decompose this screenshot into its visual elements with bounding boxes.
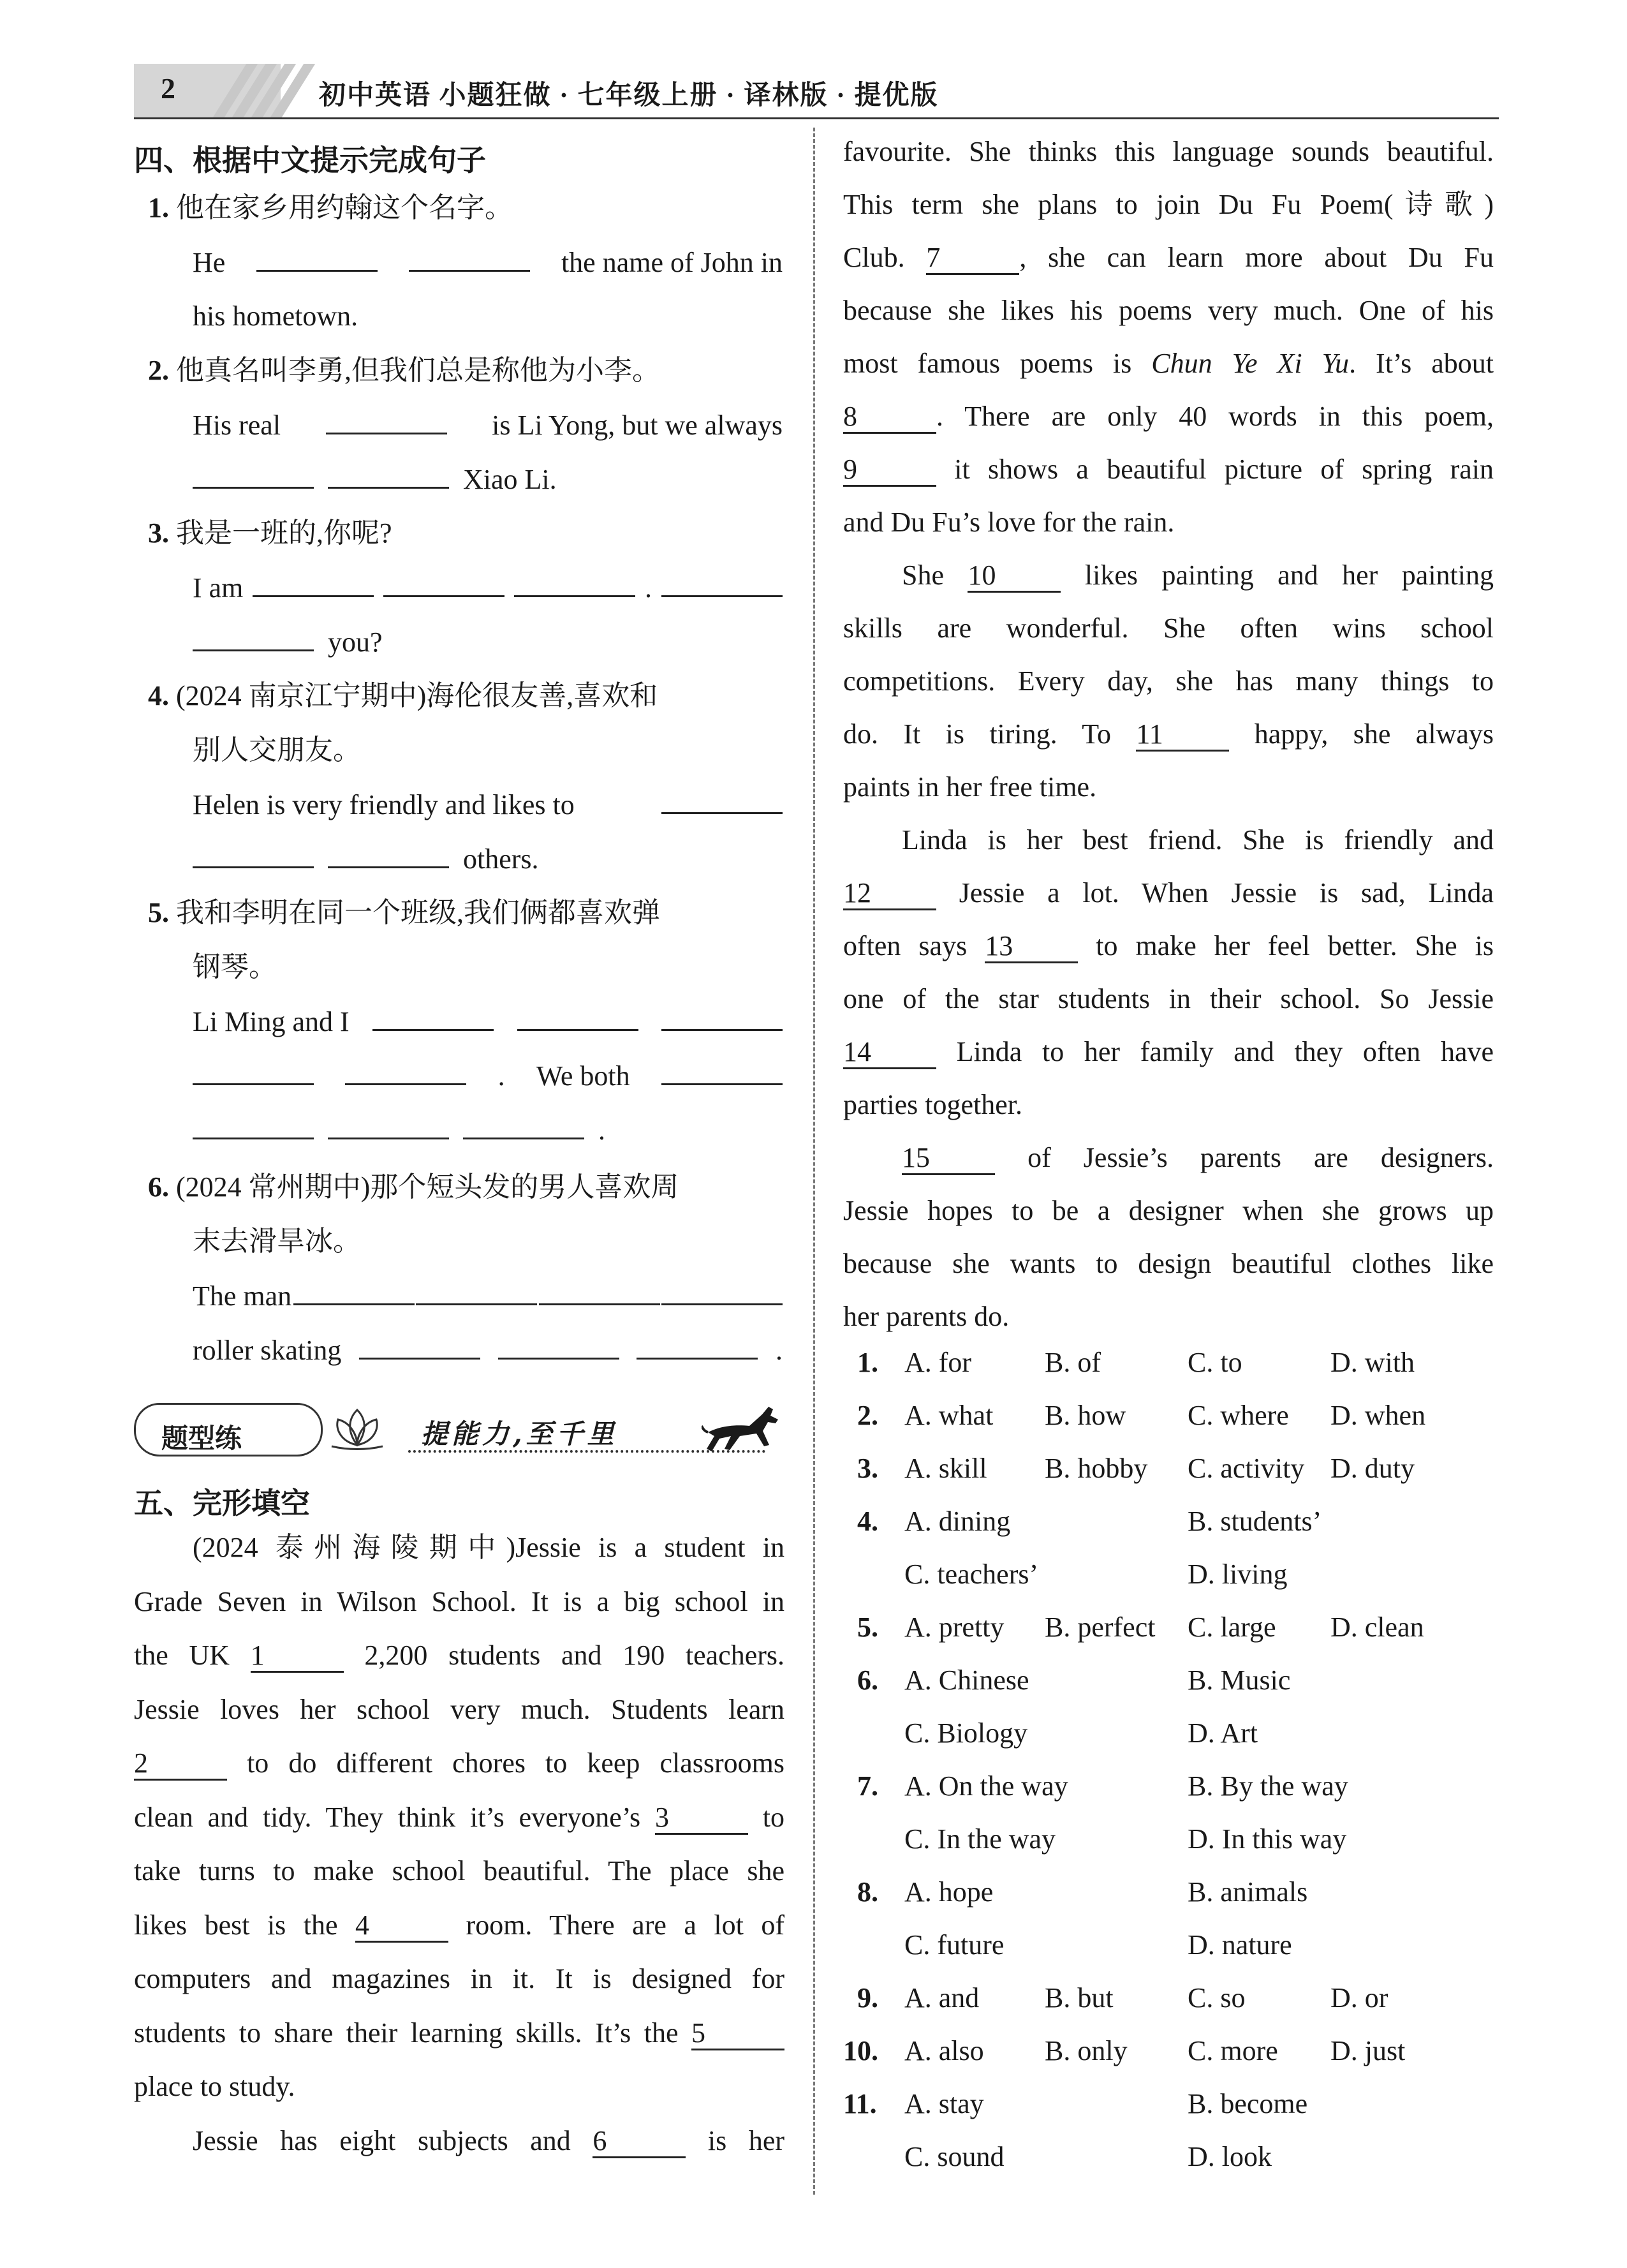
answer-blank[interactable] <box>661 1279 783 1305</box>
passage-line: clean and tidy. They think it’s everyone’s 3 to <box>134 1801 784 1835</box>
q2-chinese: 他真名叫李勇,但我们总是称他为小李。 <box>176 355 660 386</box>
option-c[interactable]: C. large <box>1188 1612 1276 1643</box>
option-c[interactable]: C. so <box>1188 1982 1246 2013</box>
passage-line: 15 of Jessie’s parents are designers. <box>902 1141 1494 1175</box>
book-title: 初中英语 小题狂做 · 七年级上册 · 译林版 · 提优版 <box>319 81 939 110</box>
answer-blank[interactable] <box>359 1333 480 1360</box>
banner-slogan: 提能力,至千里 <box>421 1418 618 1449</box>
option-d[interactable]: D. nature <box>1188 1929 1292 1960</box>
passage-line: Jessie has eight subjects and 6 is her <box>193 2124 784 2158</box>
section-4-title: 四、根据中文提示完成句子 <box>134 143 486 177</box>
option-number: 9. <box>857 1982 878 2013</box>
q2-prompt <box>148 354 660 388</box>
q5-text-a: Li Ming and I <box>193 1006 350 1037</box>
passage-line: 2 to do different chores to keep classrooms <box>134 1747 784 1781</box>
option-a[interactable]: A. and <box>904 1982 980 2013</box>
cloze-blank[interactable]: 1 <box>251 1640 344 1673</box>
option-b[interactable]: B. become <box>1188 2088 1308 2119</box>
answer-blank[interactable] <box>328 842 449 868</box>
answer-blank[interactable] <box>193 842 314 868</box>
answer-blank[interactable] <box>539 1279 660 1305</box>
q3-chinese: 我是一班的,你呢? <box>176 517 392 549</box>
option-a[interactable]: A. what <box>904 1400 994 1431</box>
q6-chinese: (2024 常州期中)那个短头发的男人喜欢周 <box>176 1171 679 1203</box>
q2-text-a: His real <box>193 410 281 441</box>
option-c[interactable]: C. In the way <box>904 1823 1056 1855</box>
cloze-blank[interactable]: 3 <box>655 1802 748 1835</box>
answer-blank[interactable] <box>372 1005 494 1031</box>
passage-line: Grade Seven in Wilson School. It is a big school in <box>134 1585 784 1617</box>
option-b[interactable]: B. Music <box>1188 1664 1291 1696</box>
passage-line: skills are wonderful. She often wins school <box>843 612 1494 644</box>
option-b[interactable]: B. By the way <box>1188 1770 1348 1802</box>
passage-line: often says 13 to make her feel better. She is <box>843 930 1494 963</box>
option-a[interactable]: A. stay <box>904 2088 984 2119</box>
option-number: 4. <box>857 1506 878 1537</box>
q4-answer-line <box>193 788 783 822</box>
option-number: 3. <box>857 1453 878 1484</box>
option-b[interactable]: B. animals <box>1188 1876 1308 1908</box>
cloze-blank[interactable]: 9 <box>843 454 936 487</box>
option-number: 10. <box>843 2035 878 2066</box>
passage-line: parties together. <box>843 1089 1023 1120</box>
passage-line: Linda is her best friend. She is friendly and <box>902 824 1494 856</box>
passage-line: Club. 7 , she can learn more about Du Fu <box>843 241 1494 275</box>
option-d[interactable]: D. look <box>1188 2141 1272 2172</box>
q1-chinese: 他在家乡用约翰这个名字。 <box>176 192 513 223</box>
option-c[interactable]: C. sound <box>904 2141 1005 2172</box>
passage-line: most famous poems is Chun Ye Xi Yu. It’s about <box>843 348 1494 379</box>
option-a[interactable]: A. pretty <box>904 1612 1005 1643</box>
q5-chinese: 我和李明在同一个班级,我们俩都喜欢弹 <box>176 897 660 928</box>
passage-line: Jessie hopes to be a designer when she grows up <box>843 1195 1494 1226</box>
answer-blank[interactable] <box>328 1113 449 1139</box>
passage-line: 12 Jessie a lot. When Jessie is sad, Linda <box>843 877 1494 910</box>
q2-answer-line <box>193 408 783 443</box>
q1-answer-line <box>193 246 783 280</box>
passage-line: students to share their learning skills. It’s the 5 <box>134 2017 784 2050</box>
q5-number: 5. <box>148 897 169 928</box>
answer-blank[interactable] <box>253 571 374 597</box>
cloze-blank[interactable]: 8 <box>843 401 936 434</box>
cloze-blank[interactable]: 12 <box>843 878 936 910</box>
passage-line: 14 Linda to her family and they often have <box>843 1035 1494 1069</box>
q4-text-a: Helen is very friendly and likes to <box>193 789 575 820</box>
q4-answer-line-2 <box>193 842 539 877</box>
answer-blank[interactable] <box>193 463 314 489</box>
cloze-blank[interactable]: 13 <box>985 931 1078 963</box>
passage-line: the UK 1 2,200 students and 190 teachers. <box>134 1639 784 1673</box>
passage-line: because she wants to design beautiful clothes like <box>843 1248 1494 1279</box>
horse-icon <box>702 1400 784 1456</box>
option-number: 8. <box>857 1876 878 1908</box>
option-b[interactable]: B. students’ <box>1188 1506 1322 1537</box>
answer-blank[interactable] <box>193 625 314 651</box>
option-a[interactable]: A. dining <box>904 1506 1011 1537</box>
answer-blank[interactable] <box>345 1059 466 1085</box>
answer-blank[interactable] <box>637 1333 758 1360</box>
option-c[interactable]: C. more <box>1188 2035 1278 2066</box>
option-b[interactable]: B. hobby <box>1045 1453 1148 1484</box>
passage-line: Jessie loves her school very much. Students learn <box>134 1693 784 1725</box>
q2-text-b: is Li Yong, but we always <box>492 410 783 441</box>
q1-text-b: the name of John in <box>561 247 783 278</box>
passage-line: likes best is the 4 room. There are a lot of <box>134 1909 784 1943</box>
answer-blank[interactable] <box>514 571 635 597</box>
passage-line: computers and magazines in it. It is designed for <box>134 1963 784 1994</box>
passage-line: This term she plans to join Du Fu Poem(诗歌) <box>843 189 1494 220</box>
q2-number: 2. <box>148 355 169 386</box>
answer-blank[interactable] <box>193 1113 314 1139</box>
passage-line: take turns to make school beautiful. The place she <box>134 1855 784 1886</box>
cloze-blank[interactable]: 14 <box>843 1037 936 1069</box>
answer-blank[interactable] <box>661 1059 783 1085</box>
option-c[interactable]: C. activity <box>1188 1453 1305 1484</box>
passage-line: do. It is tiring. To 11 happy, she always <box>843 718 1494 752</box>
q1-text-c: his hometown. <box>193 300 358 332</box>
banner-label: 题型练 <box>161 1423 242 1454</box>
option-number: 6. <box>857 1664 878 1696</box>
cloze-blank[interactable]: 11 <box>1136 719 1229 752</box>
section-banner <box>134 1400 784 1458</box>
cloze-blank[interactable]: 6 <box>593 2126 686 2158</box>
lotus-icon <box>328 1407 386 1451</box>
answer-blank[interactable] <box>661 571 783 597</box>
q3-prompt <box>148 517 392 551</box>
option-a[interactable]: A. On the way <box>904 1770 1068 1802</box>
answer-blank[interactable] <box>328 463 449 489</box>
cloze-blank[interactable]: 2 <box>134 1748 227 1781</box>
option-d[interactable]: D. when <box>1330 1400 1426 1431</box>
option-d[interactable]: D. In this way <box>1188 1823 1347 1855</box>
q4-number: 4. <box>148 680 169 711</box>
q1-text-a: He <box>193 247 226 278</box>
option-c[interactable]: C. to <box>1188 1347 1242 1378</box>
q4-chinese-cont: 别人交朋友。 <box>193 734 361 766</box>
answer-blank[interactable] <box>463 1113 584 1139</box>
option-a[interactable]: A. for <box>904 1347 972 1378</box>
q6-chinese-cont: 末去滑旱冰。 <box>193 1226 361 1257</box>
option-b[interactable]: B. of <box>1045 1347 1101 1378</box>
option-c[interactable]: C. Biology <box>904 1717 1028 1749</box>
option-b[interactable]: B. only <box>1045 2035 1128 2066</box>
option-number: 7. <box>857 1770 878 1802</box>
passage-line: 9 it shows a beautiful picture of spring rain <box>843 453 1494 487</box>
option-number: 2. <box>857 1400 878 1431</box>
passage-line: and Du Fu’s love for the rain. <box>843 507 1175 538</box>
answer-blank[interactable] <box>661 1005 783 1031</box>
q5-answer-line <box>193 1005 783 1039</box>
answer-blank[interactable] <box>661 788 783 814</box>
option-b[interactable]: B. perfect <box>1045 1612 1156 1643</box>
option-a[interactable]: A. also <box>904 2035 984 2066</box>
column-divider <box>813 128 815 2195</box>
q1-prompt <box>148 191 513 225</box>
option-d[interactable]: D. clean <box>1330 1612 1424 1643</box>
option-d[interactable]: D. just <box>1330 2035 1406 2066</box>
passage-line: competitions. Every day, she has many things to <box>843 665 1494 697</box>
section-5-title: 五、完形填空 <box>134 1486 310 1520</box>
q6-text-b: roller skating <box>193 1335 342 1366</box>
q5-answer-line-3: . <box>193 1113 605 1148</box>
passage-line: 8 . There are only 40 words in this poem, <box>843 400 1494 434</box>
option-d[interactable]: D. Art <box>1188 1717 1258 1749</box>
q3-answer-line-2 <box>193 625 383 660</box>
q3-answer-line: I am . <box>193 571 783 605</box>
answer-blank[interactable] <box>193 1059 314 1085</box>
answer-blank[interactable] <box>326 408 447 434</box>
q6-answer-line-2: roller skating . <box>193 1333 783 1368</box>
option-number: 11. <box>843 2088 877 2119</box>
q6-number: 6. <box>148 1171 169 1203</box>
q4-prompt <box>148 679 658 713</box>
option-b[interactable]: B. but <box>1045 1982 1114 2013</box>
passage-line: favourite. She thinks this language sounds beautiful. <box>843 136 1494 167</box>
option-c[interactable]: C. future <box>904 1929 1005 1960</box>
passage-line: paints in her free time. <box>843 771 1097 803</box>
cloze-blank[interactable]: 10 <box>968 560 1061 593</box>
q1-number: 1. <box>148 192 169 223</box>
poem-title: Chun Ye Xi Yu <box>1151 348 1350 379</box>
option-d[interactable]: D. living <box>1188 1559 1288 1590</box>
q6-text-a: The man <box>193 1280 292 1312</box>
option-d[interactable]: D. or <box>1330 1982 1388 2013</box>
passage-line: She 10 likes painting and her painting <box>902 559 1494 593</box>
answer-blank[interactable] <box>416 1279 537 1305</box>
option-a[interactable]: A. Chinese <box>904 1664 1029 1696</box>
passage-line: her parents do. <box>843 1301 1010 1332</box>
q5-chinese-cont: 钢琴。 <box>193 951 277 982</box>
option-number: 1. <box>857 1347 878 1378</box>
cloze-blank[interactable]: 5 <box>691 2018 784 2050</box>
q6-answer-line <box>193 1279 783 1314</box>
q5-answer-line-2: . We both <box>193 1059 783 1093</box>
q3-text-a: I am <box>193 572 244 604</box>
q5-prompt <box>148 896 660 930</box>
answer-blank[interactable] <box>517 1005 638 1031</box>
answer-blank[interactable] <box>409 246 530 272</box>
option-b[interactable]: B. how <box>1045 1400 1126 1431</box>
passage-line: because she likes his poems very much. One of his <box>843 295 1494 326</box>
page-header <box>134 64 1499 117</box>
cloze-blank[interactable]: 7 <box>926 242 1019 275</box>
passage-line: place to study. <box>134 2071 295 2102</box>
passage-line: one of the star students in their school. So Jessie <box>843 983 1494 1014</box>
option-number: 5. <box>857 1612 878 1643</box>
q2-text-c: Xiao Li. <box>463 464 557 495</box>
q4-chinese: (2024 南京江宁期中)海伦很友善,喜欢和 <box>176 680 658 711</box>
q6-prompt <box>148 1171 679 1204</box>
answer-blank[interactable] <box>383 571 504 597</box>
answer-blank[interactable] <box>498 1333 619 1360</box>
q4-text-b: others. <box>463 843 539 875</box>
answer-blank[interactable] <box>256 246 378 272</box>
banner-label-box <box>134 1403 323 1456</box>
option-a[interactable]: A. skill <box>904 1453 987 1484</box>
option-d[interactable]: D. with <box>1330 1347 1415 1378</box>
q3-text-b: you? <box>328 626 383 658</box>
q2-answer-line-2 <box>193 463 557 497</box>
cloze-blank[interactable]: 4 <box>355 1910 448 1943</box>
passage-line: (2024 泰州海陵期中)Jessie is a student in <box>193 1532 784 1563</box>
q5-text-b: We both <box>536 1060 630 1092</box>
page-number: 2 <box>161 72 175 105</box>
cloze-blank[interactable]: 15 <box>902 1143 995 1175</box>
option-c[interactable]: C. teachers’ <box>904 1559 1039 1590</box>
option-c[interactable]: C. where <box>1188 1400 1289 1431</box>
option-d[interactable]: D. duty <box>1330 1453 1415 1484</box>
option-a[interactable]: A. hope <box>904 1876 994 1908</box>
answer-blank[interactable] <box>293 1279 415 1305</box>
header-rule <box>134 117 1499 119</box>
q3-number: 3. <box>148 517 169 549</box>
